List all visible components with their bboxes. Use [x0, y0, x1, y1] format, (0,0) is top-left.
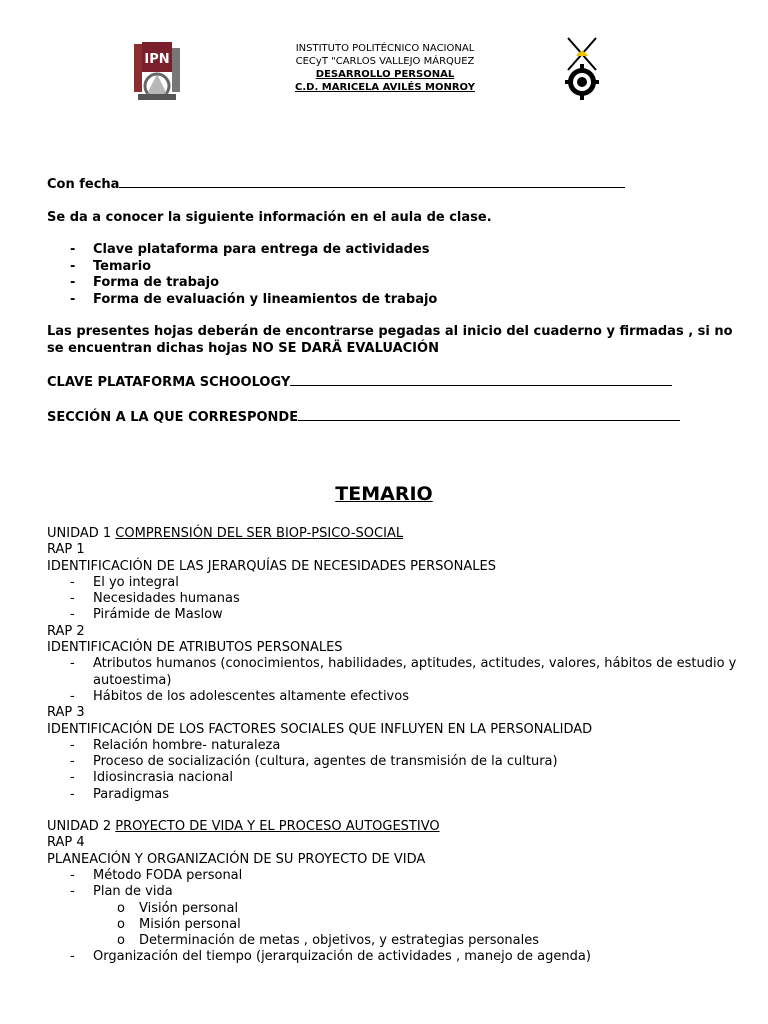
sub-list-item: o Determinación de metas , objetivos, y estrategias personales — [47, 933, 737, 949]
list-item: - Plan de vida — [47, 884, 737, 900]
document-header — [240, 42, 530, 94]
list-item: - Organización del tiempo (jerarquización de actividades , manejo de agenda) — [47, 949, 737, 965]
temario-title: TEMARIO — [335, 483, 433, 505]
fecha-line: Con fecha — [47, 175, 737, 194]
fecha-blank — [119, 175, 625, 188]
svg-text:IPN: IPN — [144, 52, 170, 67]
list-item: - Necesidades humanas — [47, 591, 737, 607]
institution-name: INSTITUTO POLITÉCNICO NACIONAL — [295, 43, 475, 54]
ipn-logo — [128, 38, 186, 102]
rap-label: RAP 2 — [47, 623, 85, 639]
list-item: - Pirámide de Maslow — [47, 607, 737, 623]
subject-name: DESARROLLO PERSONAL — [315, 69, 455, 80]
list-item: - Forma de trabajo — [47, 275, 737, 292]
list-item: - Forma de evaluación y lineamientos de trabajo — [47, 292, 737, 309]
unit-heading: UNIDAD 2 PROYECTO DE VIDA Y EL PROCESO AUTOGESTIVO — [47, 819, 440, 835]
notice-text: Las presentes hojas deberán de encontrarse pegadas al inicio del cuaderno y firmadas , si no se encuentran dichas hojas NO SE DARÄ EVALUACIÓN — [47, 324, 733, 356]
list-item: - Idiosincrasia nacional — [47, 770, 737, 786]
seccion-blank — [298, 408, 680, 421]
unit-heading: UNIDAD 1 COMPRENSIÓN DEL SER BIOP-PSICO-SOCIAL — [47, 526, 404, 541]
list-item: - Paradigmas — [47, 787, 737, 803]
list-item: - El yo integral — [47, 575, 737, 591]
list-item: - Atributos humanos (conocimientos, habilidades, aptitudes, actitudes, valores, hábitos de estudio y autoestima) — [47, 656, 737, 689]
rap-label: RAP 3 — [47, 705, 85, 721]
sub-list-item: o Misión personal — [47, 917, 737, 933]
rap-title: IDENTIFICACIÓN DE LAS JERARQUÍAS DE NECESIDADES PERSONALES — [47, 558, 496, 574]
syllabus — [47, 526, 737, 966]
rap-title: IDENTIFICACIÓN DE LOS FACTORES SOCIALES QUE INFLUYEN EN LA PERSONALIDAD — [47, 721, 593, 737]
list-item: - Clave plataforma para entrega de actividades — [47, 242, 737, 259]
announce-text: Se da a conocer la siguiente información en el aula de clase. — [47, 209, 492, 225]
school-name: CECyT "CARLOS VALLEJO MÁRQUEZ — [295, 56, 475, 67]
clave-blank — [290, 373, 672, 386]
seccion-line: SECCIÓN A LA QUE CORRESPONDE — [47, 408, 737, 427]
sub-list-item: o Visión personal — [47, 901, 737, 917]
list-item: - Proceso de socialización (cultura, agentes de transmisión de la cultura) — [47, 754, 737, 770]
list-item: - Método FODA personal — [47, 868, 737, 884]
intro-section — [47, 175, 737, 426]
rap-label: RAP 1 — [47, 542, 85, 558]
rap-title: IDENTIFICACIÓN DE ATRIBUTOS PERSONALES — [47, 640, 343, 656]
rap-title: PLANEACIÓN Y ORGANIZACIÓN DE SU PROYECTO DE VIDA — [47, 851, 426, 867]
rap-label: RAP 4 — [47, 835, 85, 851]
teacher-name: C.D. MARICELA AVILÉS MONROY — [295, 82, 475, 93]
clave-line: CLAVE PLATAFORMA SCHOOLOGY — [47, 373, 737, 392]
list-item: - Hábitos de los adolescentes altamente efectivos — [47, 689, 737, 705]
info-list — [47, 242, 737, 308]
cecyt-logo — [556, 36, 608, 100]
list-item: - Relación hombre- naturaleza — [47, 738, 737, 754]
list-item: - Temario — [47, 259, 737, 276]
